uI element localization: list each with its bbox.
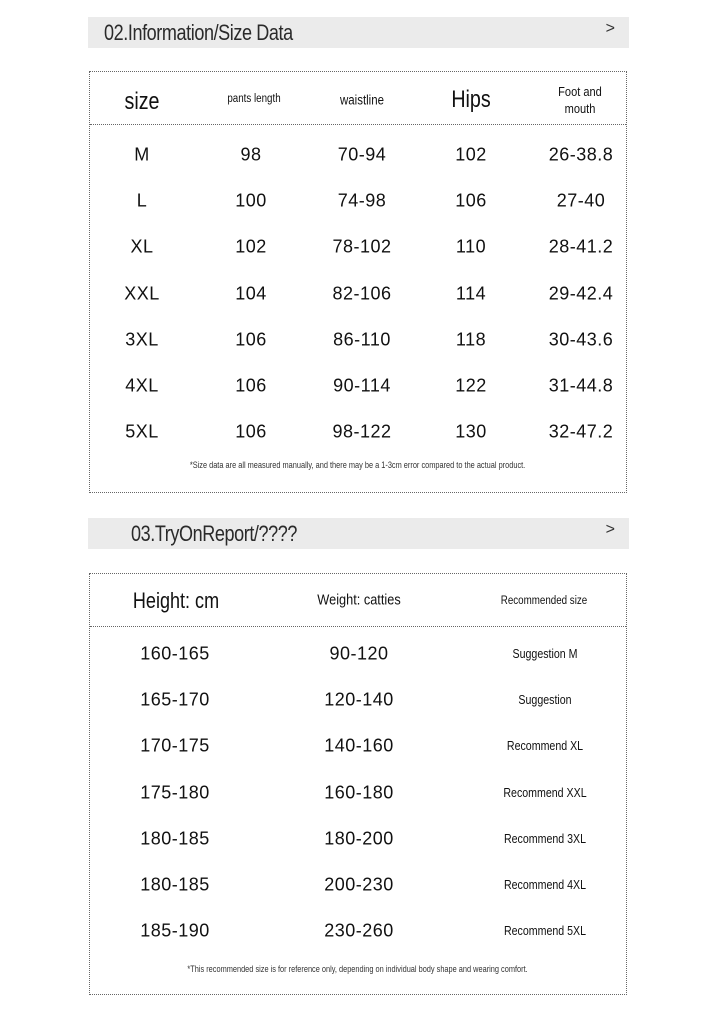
chevron-right-icon[interactable]: > (605, 20, 615, 37)
size-cell-hips: 130 (455, 421, 487, 442)
size-cell-waistline: 86-110 (333, 329, 391, 350)
size-cell-foot-and-mouth: 31-44.8 (548, 375, 614, 396)
size-cell-waistline: 70-94 (337, 144, 387, 165)
header-weight: Weight: catties (317, 591, 401, 609)
size-cell-size: M (134, 144, 150, 165)
tryon-cell-weight: 230-260 (324, 920, 394, 941)
tryon-section-title: 03.TryOnReport/???? (131, 521, 298, 546)
tryon-cell-recommendation: Recommend 5XL (503, 924, 587, 939)
size-cell-hips: 122 (455, 375, 487, 396)
header-waistline: waistline (339, 92, 385, 108)
size-cell-size: XL (130, 236, 154, 257)
tryon-cell-weight: 160-180 (324, 782, 394, 803)
tryon-cell-weight: 180-200 (324, 828, 394, 849)
size-table (89, 71, 627, 493)
size-cell-pants-length: 98 (240, 144, 262, 165)
header-height: Height: cm (132, 588, 220, 613)
size-section-title: 02.Information/Size Data (104, 20, 293, 45)
tryon-cell-recommendation: Suggestion (518, 693, 572, 708)
tryon-cell-recommendation: Suggestion M (512, 647, 578, 661)
size-cell-waistline: 78-102 (332, 236, 392, 257)
tryon-cell-weight: 90-120 (329, 643, 389, 664)
tryon-cell-height: 180-185 (140, 874, 210, 895)
size-cell-pants-length: 106 (235, 375, 267, 396)
tryon-cell-weight: 200-230 (324, 874, 394, 895)
size-cell-foot-and-mouth: 26-38.8 (548, 144, 614, 165)
size-cell-foot-and-mouth: 32-47.2 (548, 421, 614, 442)
size-cell-hips: 110 (455, 236, 487, 257)
size-cell-waistline: 90-114 (333, 375, 391, 396)
tryon-cell-height: 165-170 (140, 689, 210, 710)
tryon-table-header (90, 574, 626, 627)
size-cell-size: 5XL (125, 421, 159, 442)
tryon-cell-weight: 140-160 (324, 735, 394, 756)
size-cell-size: XXL (124, 283, 160, 304)
tryon-cell-height: 160-165 (140, 643, 210, 664)
size-cell-pants-length: 102 (235, 236, 267, 257)
size-cell-foot-and-mouth: 30-43.6 (548, 329, 614, 350)
size-cell-size: L (136, 190, 148, 211)
size-cell-size: 4XL (125, 375, 159, 396)
size-table-note: *Size data are all measured manually, and there may be a 1-3cm error compared to the actual product. (190, 460, 526, 470)
size-cell-waistline: 82-106 (332, 283, 392, 304)
tryon-cell-weight: 120-140 (324, 689, 394, 710)
size-cell-hips: 118 (455, 329, 487, 350)
header-foot-and-mouth: Foot and mouth (558, 84, 602, 116)
tryon-cell-recommendation: Recommend 3XL (503, 831, 587, 846)
tryon-cell-height: 170-175 (140, 735, 210, 756)
chevron-right-icon[interactable]: > (605, 521, 615, 538)
tryon-table (89, 573, 627, 995)
size-cell-pants-length: 104 (235, 283, 267, 304)
header-recommended-size: Recommended size (500, 595, 588, 607)
size-section-header[interactable] (88, 17, 629, 48)
size-cell-hips: 114 (455, 283, 487, 304)
size-cell-foot-and-mouth: 27-40 (556, 190, 606, 211)
size-cell-size: 3XL (125, 329, 159, 350)
size-cell-hips: 106 (455, 190, 487, 211)
size-cell-hips: 102 (455, 144, 487, 165)
size-cell-pants-length: 100 (235, 190, 267, 211)
tryon-cell-recommendation: Recommend XL (506, 739, 584, 754)
tryon-cell-height: 180-185 (140, 828, 210, 849)
tryon-cell-height: 175-180 (140, 782, 210, 803)
size-cell-waistline: 74-98 (337, 190, 387, 211)
tryon-table-note: *This recommended size is for reference only, depending on individual body shape and wearing comfort. (187, 964, 529, 974)
size-cell-waistline: 98-122 (332, 421, 392, 442)
header-size: size (124, 88, 160, 115)
size-cell-foot-and-mouth: 29-42.4 (548, 283, 614, 304)
size-cell-pants-length: 106 (235, 329, 267, 350)
size-cell-pants-length: 106 (235, 421, 267, 442)
size-cell-foot-and-mouth: 28-41.2 (548, 236, 614, 257)
tryon-section-header[interactable] (88, 518, 629, 549)
size-table-header (90, 72, 626, 125)
tryon-cell-recommendation: Recommend XXL (503, 785, 587, 800)
header-pants-length: pants length (227, 93, 281, 105)
tryon-cell-height: 185-190 (140, 920, 210, 941)
tryon-cell-recommendation: Recommend 4XL (503, 878, 587, 892)
header-hips: Hips (451, 86, 491, 113)
